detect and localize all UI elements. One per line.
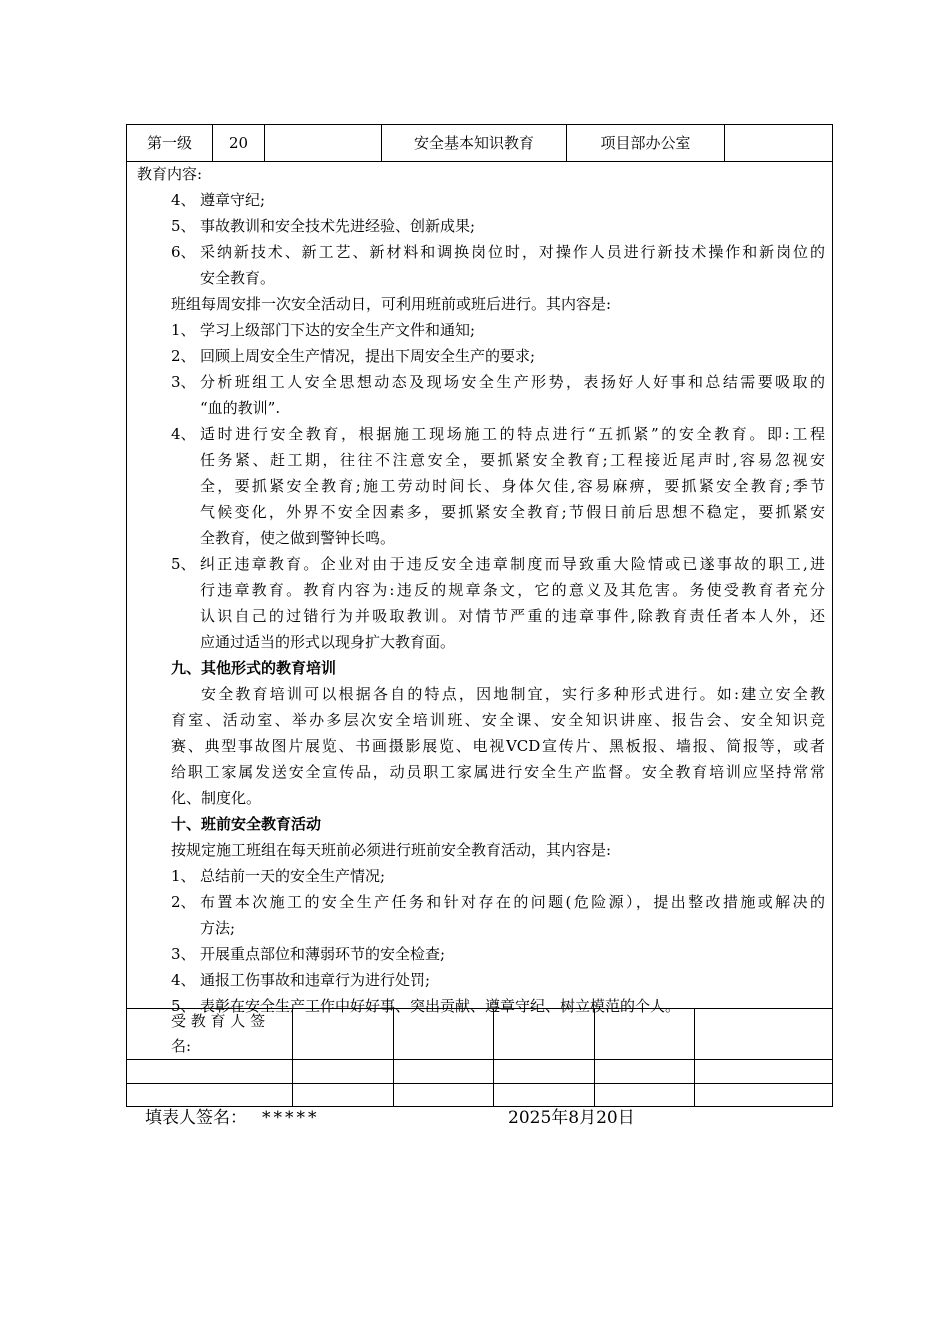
education-record-table	[126, 124, 833, 1107]
signature-field[interactable]	[127, 1060, 293, 1083]
item-text: 行违章教育。教育内容为:违反的规章条文，它的意义及其危害。务使受教育者充分	[200, 581, 825, 599]
item-number: 6、	[171, 243, 196, 261]
paragraph-line: 育室、活动室、举办多层次安全培训班、安全课、安全知识讲座、报告会、安全知识竞	[171, 711, 825, 729]
content-label: 教育内容:	[137, 165, 203, 183]
signature-field[interactable]	[494, 1084, 595, 1106]
intro-text: 班组每周安排一次安全活动日，可利用班前或班后进行。其内容是:	[171, 295, 612, 313]
paragraph-line: 给职工家属发送安全宣传品，动员职工家属进行安全生产监督。安全教育培训应坚持常常	[171, 763, 825, 781]
item-text: 适时进行安全教育，根据施工现场施工的特点进行“五抓紧”的安全教育。即:工程	[200, 425, 825, 443]
section-heading-9: 九、其他形式的教育培训	[171, 659, 337, 677]
item-number: 4、	[171, 425, 196, 443]
paragraph-line: 化、制度化。	[171, 789, 262, 807]
item-text: “血的教训”.	[200, 399, 281, 417]
item-number: 5、	[171, 997, 196, 1015]
location-cell: 项目部办公室	[567, 125, 725, 161]
item-number: 2、	[171, 347, 196, 365]
item-text: 任务紧、赶工期，往往不注意安全，要抓紧安全教育;工程接近尾声时,容易忽视安	[200, 451, 825, 469]
filler-signature-label: 填表人签名：	[145, 1108, 247, 1128]
signature-label-line: 受 教 育 人 签	[171, 1012, 266, 1030]
signature-field[interactable]	[293, 1009, 394, 1059]
signature-table	[127, 1009, 832, 1107]
item-text: 采纳新技术、新工艺、新材料和调换岗位时，对操作人员进行新技术操作和新岗位的	[200, 243, 825, 261]
item-text: 分析班组工人安全思想动态及现场安全生产形势，表扬好人好事和总结需要吸取的	[200, 373, 825, 391]
extra-cell	[725, 125, 832, 161]
signature-field[interactable]	[695, 1084, 832, 1106]
item-text: 应通过适当的形式以现身扩大教育面。	[200, 633, 456, 651]
fill-date: 2025年8月20日	[508, 1108, 635, 1128]
item-text: 布置本次施工的安全生产任务和针对存在的问题(危险源），提出整改措施或解决的	[200, 893, 825, 911]
signature-field[interactable]	[695, 1009, 832, 1059]
signature-field[interactable]	[595, 1060, 695, 1083]
signature-field[interactable]	[595, 1009, 695, 1059]
signature-field[interactable]	[394, 1009, 494, 1059]
item-text: 通报工伤事故和违章行为进行处罚;	[200, 971, 431, 989]
signature-field[interactable]	[293, 1060, 394, 1083]
education-content	[127, 162, 832, 1015]
item-number: 1、	[171, 321, 196, 339]
item-number: 1、	[171, 867, 196, 885]
item-text: 全教育，使之做到警钟长鸣。	[200, 529, 396, 547]
item-text: 开展重点部位和薄弱环节的安全检查;	[200, 945, 446, 963]
signature-field[interactable]	[127, 1084, 293, 1106]
signature-field[interactable]	[394, 1060, 494, 1083]
item-number: 3、	[171, 373, 196, 391]
item-text: 学习上级部门下达的安全生产文件和通知;	[200, 321, 476, 339]
signature-field[interactable]	[494, 1009, 595, 1059]
section-heading-10: 十、班前安全教育活动	[171, 815, 322, 833]
signature-field[interactable]	[394, 1084, 494, 1106]
item-text: 纠正违章教育。企业对由于违反安全违章制度而导致重大险情或已遂事故的职工,进	[200, 555, 825, 573]
signature-field[interactable]	[595, 1084, 695, 1106]
signature-row	[127, 1084, 832, 1106]
item-text: 事故教训和安全技术先进经验、创新成果;	[200, 217, 476, 235]
item-number: 2、	[171, 893, 196, 911]
signature-label-cell	[127, 1009, 293, 1059]
paragraph-line: 安全教育培训可以根据各自的特点，因地制宜，实行多种形式进行。如:建立安全教	[201, 685, 825, 703]
level-cell: 第一级	[127, 125, 213, 161]
signature-row	[127, 1060, 832, 1084]
paragraph-line: 赛、典型事故图片展览、书画摄影展览、电视VCD宣传片、黑板报、墙报、简报等，或者	[171, 737, 825, 755]
item-text: 表彰在安全生产工作中好好事、突出贡献、遵章守纪、树立模范的个人。	[200, 997, 681, 1015]
item-text: 气候变化，外界不安全因素多，要抓紧安全教育;节假日前后思想不稳定，要抓紧安	[200, 503, 825, 521]
item-text: 全，要抓紧安全教育;施工劳动时间长、身体欠佳,容易麻痹，要抓紧安全教育;季节	[200, 477, 825, 495]
item-number: 3、	[171, 945, 196, 963]
signature-row	[127, 1009, 832, 1060]
item-text: 总结前一天的安全生产情况;	[200, 867, 386, 885]
hours-cell: 20	[213, 125, 265, 161]
signature-field[interactable]	[695, 1060, 832, 1083]
item-text: 安全教育。	[200, 269, 276, 287]
blank-cell	[265, 125, 382, 161]
filler-signature-name: *****	[262, 1108, 320, 1128]
item-text: 方法;	[200, 919, 236, 937]
item-number: 5、	[171, 217, 196, 235]
item-text: 认识自己的过错行为并吸取教训。对情节严重的违章事件,除教育责任者本人外，还	[200, 607, 825, 625]
item-text: 回顾上周安全生产情况，提出下周安全生产的要求;	[200, 347, 536, 365]
topic-cell: 安全基本知识教育	[382, 125, 567, 161]
signature-field[interactable]	[494, 1060, 595, 1083]
item-number: 5、	[171, 555, 196, 573]
signature-label-line: 名:	[171, 1037, 192, 1055]
intro-text: 按规定施工班组在每天班前必须进行班前安全教育活动，其内容是:	[171, 841, 612, 859]
signature-field[interactable]	[293, 1084, 394, 1106]
item-number: 4、	[171, 971, 196, 989]
item-number: 4、	[171, 191, 196, 209]
header-row	[127, 125, 832, 162]
item-text: 遵章守纪;	[200, 191, 266, 209]
